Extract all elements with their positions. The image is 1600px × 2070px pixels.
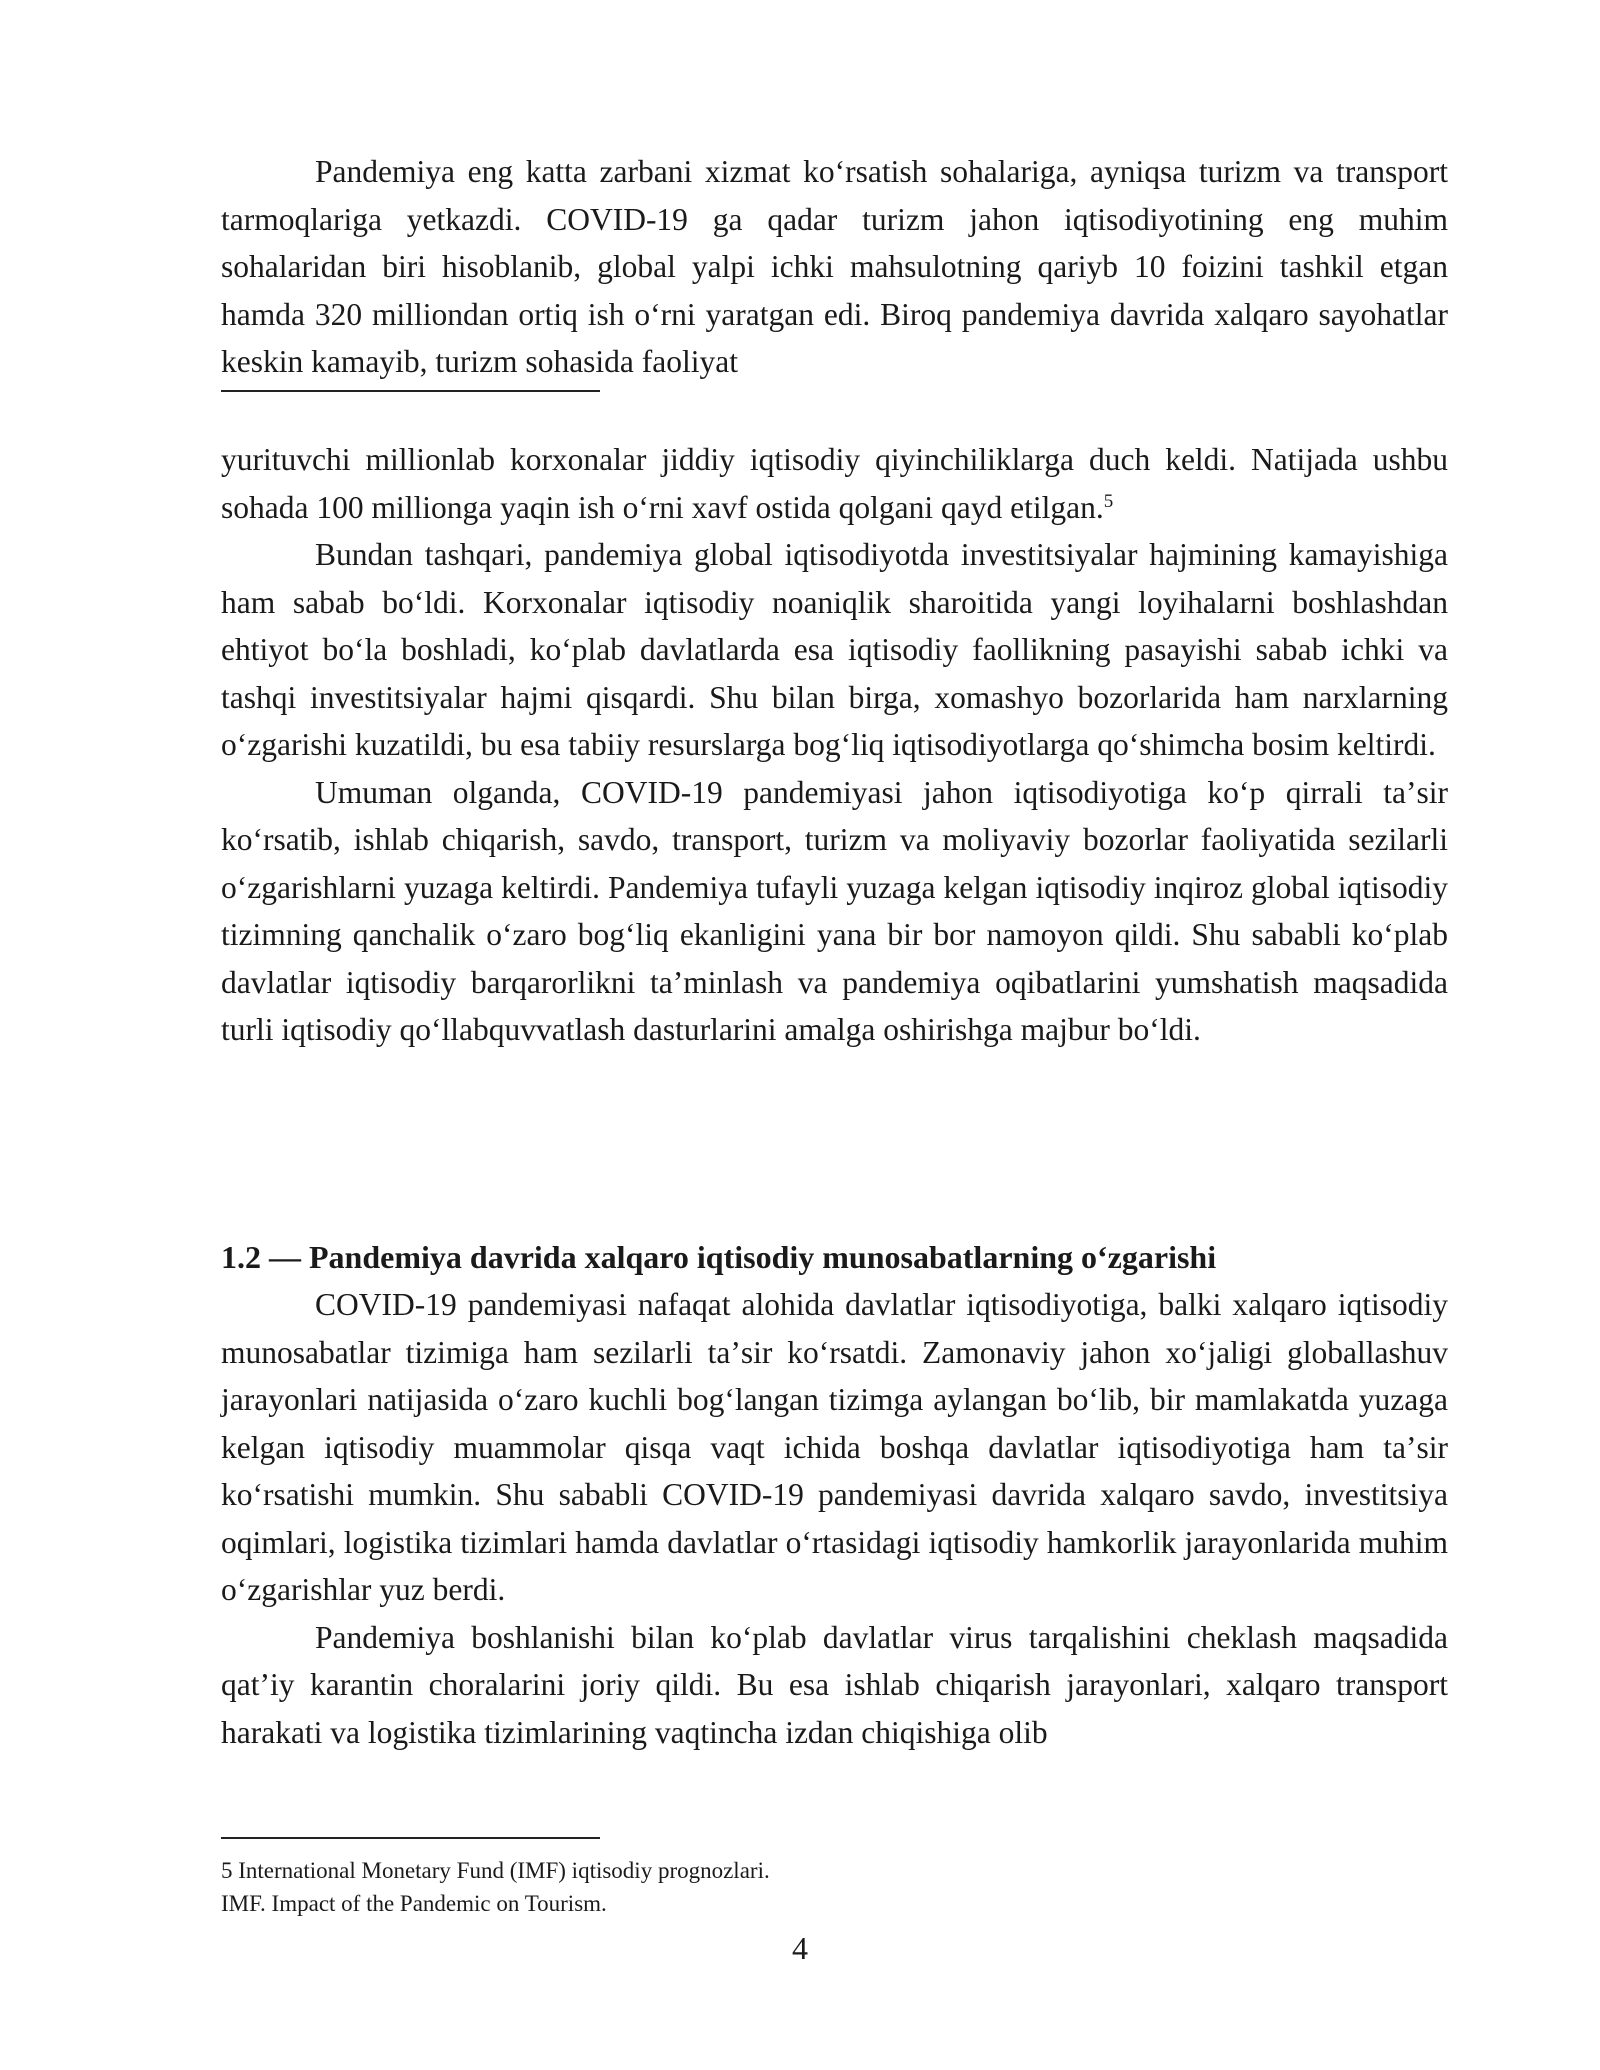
paragraph: Pandemiya boshlanishi bilan koʻplab davlatlar virus tarqalishini cheklash maqsadida qatʼiy karantin choralarini joriy qildi. Bu esa ishlab chiqarish jarayonlari, xalqaro transport harakati va logistika tizimlarining vaqtincha izdan chiqishiga olib bbox=[221, 1619, 1448, 1750]
footnote-separator-top bbox=[221, 390, 600, 392]
main-text-block bbox=[221, 436, 1448, 1054]
footnotes bbox=[221, 1854, 1448, 1920]
paragraph: Pandemiya eng katta zarbani xizmat koʻrsatish sohalariga, ayniqsa turizm va transport tarmoqlariga yetkazdi. COVID-19 ga qadar turizm jahon iqtisodiyotining eng muhim sohalaridan biri hisoblanib, global yalpi ichki mahsulotning qariyb 10 foizini tashkil etgan hamda 320 milliondan ortiq ish oʻrni yaratgan edi. Biroq pandemiya davrida xalqaro sayohatlar keskin kamayib, turizm sohasida faoliyat bbox=[221, 154, 1448, 379]
footnote-line: 5 International Monetary Fund (IMF) iqtisodiy prognozlari. bbox=[221, 1858, 770, 1883]
paragraph: Umuman olganda, COVID-19 pandemiyasi jahon iqtisodiyotiga koʻp qirrali taʼsir koʻrsatib, ishlab chiqarish, savdo, transport, turizm va moliyaviy bozorlar faoliyatida sezilarli oʻzgarishlarni yuzaga keltirdi. Pandemiya tufayli yuzaga kelgan iqtisodiy inqiroz global iqtisodiy tizimning qanchalik oʻzaro bogʻliq ekanligini yana bir bor namoyon qildi. Shu sababli koʻplab davlatlar iqtisodiy barqarorlikni taʼminlash va pandemiya oqibatlarini yumshatish maqsadida turli iqtisodiy qoʻllabquvvatlash dasturlarini amalga oshirishga majbur boʻldi. bbox=[221, 774, 1448, 1047]
section-heading: 1.2 — Pandemiya davrida xalqaro iqtisodiy munosabatlarning oʻzgarishi bbox=[221, 1239, 1217, 1275]
top-text-block bbox=[221, 148, 1448, 386]
footnote-separator bbox=[221, 1837, 600, 1839]
paragraph: Bundan tashqari, pandemiya global iqtisodiyotda investitsiyalar hajmining kamayishiga ham sabab boʻldi. Korxonalar iqtisodiy noaniqlik sharoitida yangi loyihalarni boshlashdan ehtiyot boʻla boshladi, koʻplab davlatlarda esa iqtisodiy faollikning pasayishi sabab ichki va tashqi investitsiyalar hajmi qisqardi. Shu bilan birga, xomashyo bozorlarida ham narxlarning oʻzgarishi kuzatildi, bu esa tabiiy resurslarga bogʻliq iqtisodiyotlarga qoʻshimcha bosim keltirdi. bbox=[221, 537, 1448, 762]
section-text-block bbox=[221, 1281, 1448, 1756]
paragraph-continuation bbox=[221, 436, 1448, 531]
footnote-line: IMF. Impact of the Pandemic on Tourism. bbox=[221, 1891, 607, 1916]
footnote-reference[interactable]: 5 bbox=[1103, 490, 1114, 512]
paragraph: COVID-19 pandemiyasi nafaqat alohida davlatlar iqtisodiyotiga, balki xalqaro iqtisodiy munosabatlar tizimiga ham sezilarli taʼsir koʻrsatdi. Zamonaviy jahon xoʻjaligi globallashuv jarayonlari natijasida oʻzaro kuchli bogʻlangan tizimga aylangan boʻlib, bir mamlakatda yuzaga kelgan iqtisodiy muammolar qisqa vaqt ichida boshqa davlatlar iqtisodiyotiga ham taʼsir koʻrsatishi mumkin. Shu sababli COVID-19 pandemiyasi davrida xalqaro savdo, investitsiya oqimlari, logistika tizimlari hamda davlatlar oʻrtasidagi iqtisodiy hamkorlik jarayonlarida muhim oʻzgarishlar yuz berdi. bbox=[221, 1287, 1448, 1607]
page-number: 4 bbox=[792, 1930, 808, 1966]
continuation-text: yurituvchi millionlab korxonalar jiddiy iqtisodiy qiyinchiliklarga duch keldi. Natijada ushbu sohada 100 millionga yaqin ish oʻrni xavf ostida qolgani qayd etilgan. bbox=[221, 442, 1448, 525]
